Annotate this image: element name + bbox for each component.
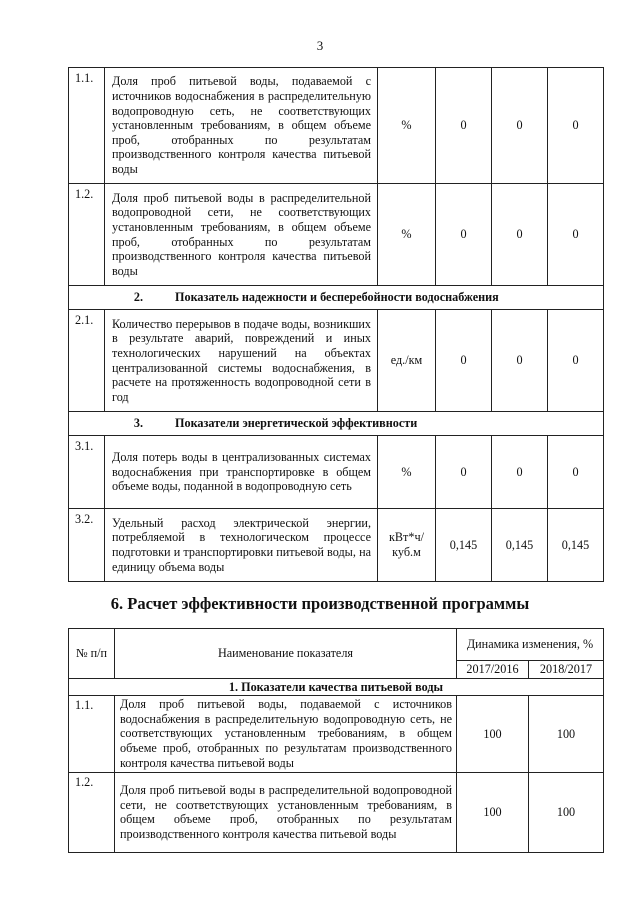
value-cell: 0 xyxy=(492,68,548,184)
unit-cell xyxy=(378,509,436,582)
section-header: 1. Показатели качества питьевой воды xyxy=(69,678,604,696)
section-header xyxy=(69,412,604,436)
section-title: Показатели энергетической эффективности xyxy=(175,416,418,431)
value-cell: 0 xyxy=(436,68,492,184)
section-heading: 6. Расчет эффективности производственной программы xyxy=(110,594,530,613)
section-row xyxy=(69,412,604,436)
indicator-description: Доля проб питьевой воды в распределительной водопроводной сети, не соответствующих установленным требованиям, в общем объеме проб, отобранных по результатам производственного контроля качества питьевой воды xyxy=(115,773,457,853)
value-cell: 0,145 xyxy=(436,509,492,582)
row-number: 3.2. xyxy=(69,509,105,582)
column-header-year: 2018/2017 xyxy=(529,661,604,679)
value-cell: 0,145 xyxy=(492,509,548,582)
indicator-description: Доля проб питьевой воды, подаваемой с источников водоснабжения в распределительную водопроводную сеть, не соответствующих установленным требованиям, в общем объеме проб, отобранных по результатам производственного контроля качества питьевой воды xyxy=(115,696,457,773)
row-number: 1.2. xyxy=(69,773,115,853)
value-cell: 0 xyxy=(548,436,604,509)
table-row xyxy=(69,773,604,853)
table-row xyxy=(69,310,604,412)
value-cell: 0 xyxy=(436,184,492,286)
unit-cell: % xyxy=(378,436,436,509)
row-number: 1.1. xyxy=(69,68,105,184)
unit-line: куб.м xyxy=(392,545,421,559)
value-cell: 0 xyxy=(492,184,548,286)
table-row xyxy=(69,68,604,184)
unit-cell: % xyxy=(378,184,436,286)
indicator-description: Доля проб питьевой воды, подаваемой с источников водоснабжения в распределительную водопроводную сеть, не соответствующих установленным требованиям, в общем объеме проб, отобранных по результатам производственного контроля качества питьевой воды xyxy=(105,68,378,184)
unit-cell: ед./км xyxy=(378,310,436,412)
unit-line: кВт*ч/ xyxy=(389,530,424,545)
table-row xyxy=(69,696,604,773)
value-cell: 100 xyxy=(457,696,529,773)
unit-cell: % xyxy=(378,68,436,184)
value-cell: 0 xyxy=(548,184,604,286)
section-row xyxy=(69,286,604,310)
section-number: 3. xyxy=(133,416,143,431)
column-header-dynamics: Динамика изменения, % xyxy=(457,629,604,661)
indicator-description: Количество перерывов в подаче воды, возникших в результате аварий, повреждений и иных технологических нарушений на объектах централизованной системы водоснабжения, в расчете на протяженность водопроводной сети в год xyxy=(105,310,378,412)
value-cell: 0 xyxy=(436,310,492,412)
indicators-table xyxy=(68,67,604,582)
value-cell: 0 xyxy=(436,436,492,509)
column-header-number: № п/п xyxy=(69,629,115,679)
table-row xyxy=(69,509,604,582)
row-number: 2.1. xyxy=(69,310,105,412)
table-row xyxy=(69,184,604,286)
value-cell: 0 xyxy=(492,310,548,412)
column-header-year: 2017/2016 xyxy=(457,661,529,679)
value-cell: 0 xyxy=(548,68,604,184)
page-number: 3 xyxy=(316,38,324,53)
section-row xyxy=(69,678,604,696)
row-number: 1.1. xyxy=(69,696,115,773)
section-title: Показатель надежности и бесперебойности водоснабжения xyxy=(175,290,499,305)
column-header-name: Наименование показателя xyxy=(115,629,457,679)
value-cell: 100 xyxy=(529,696,604,773)
value-cell: 100 xyxy=(457,773,529,853)
indicator-description: Доля проб питьевой воды в распределительной водопроводной сети, не соответствующих установленным требованиям, в общем объеме проб, отобранных по результатам производственного контроля качества питьевой воды xyxy=(105,184,378,286)
value-cell: 0 xyxy=(548,310,604,412)
value-cell: 0 xyxy=(492,436,548,509)
header-row xyxy=(69,629,604,661)
value-cell: 0,145 xyxy=(548,509,604,582)
value-cell: 100 xyxy=(529,773,604,853)
section-number: 2. xyxy=(133,290,143,305)
table-row xyxy=(69,436,604,509)
row-number: 1.2. xyxy=(69,184,105,286)
indicator-description: Доля потерь воды в централизованных системах водоснабжения при транспортировке в общем объеме воды, поданной в водопроводную сеть xyxy=(105,436,378,509)
row-number: 3.1. xyxy=(69,436,105,509)
section-header xyxy=(69,286,604,310)
indicator-description: Удельный расход электрической энергии, потребляемой в технологическом процессе подготовки и транспортировки питьевой воды, на единицу объема воды xyxy=(105,509,378,582)
efficiency-table xyxy=(68,628,604,853)
